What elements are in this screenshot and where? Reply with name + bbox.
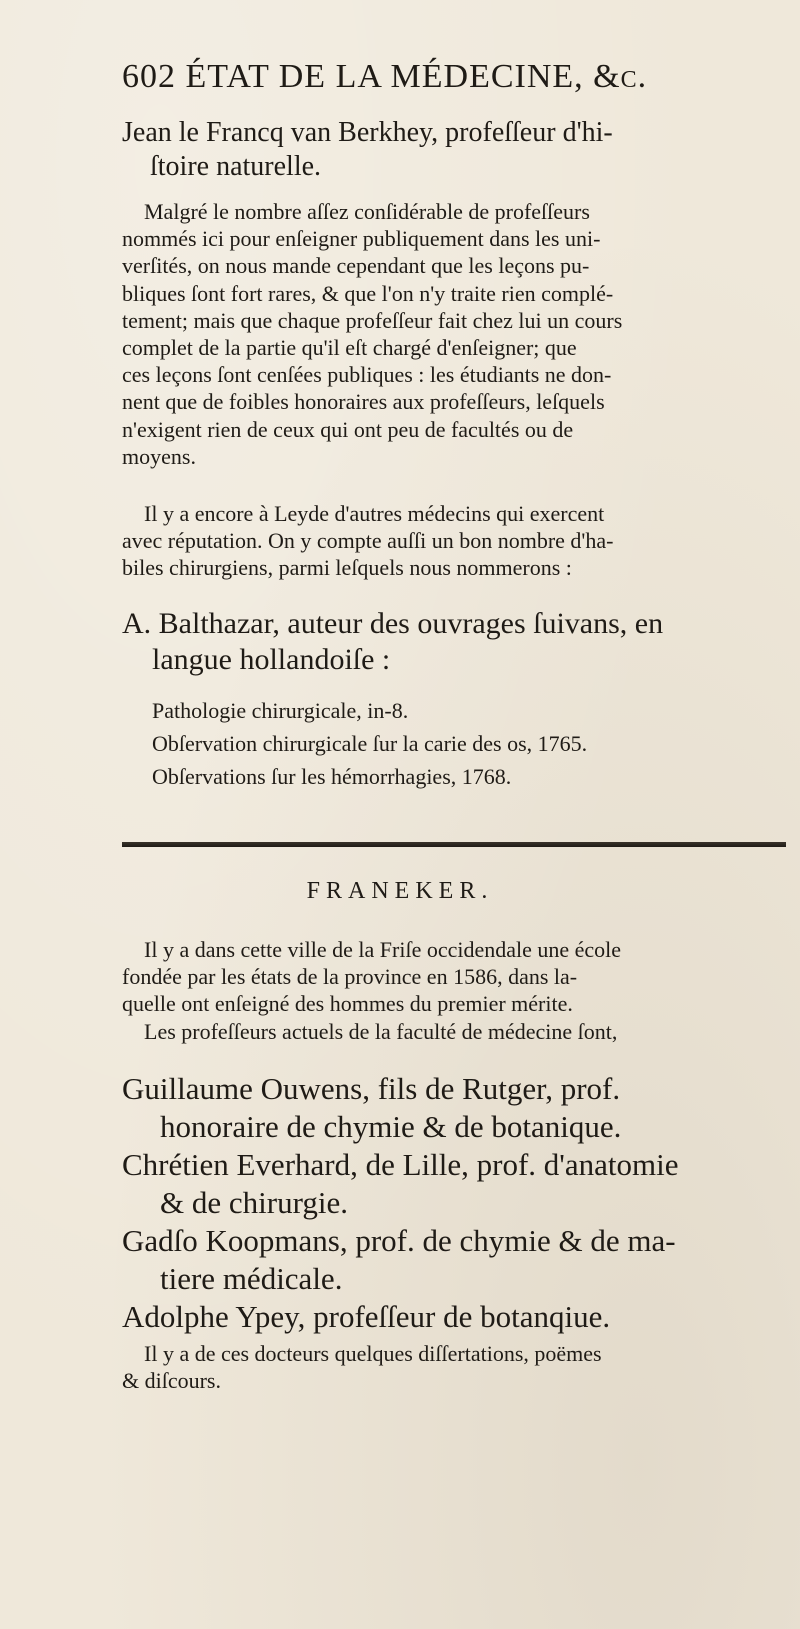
professors-list <box>122 1070 790 1336</box>
professor-line: Chrétien Everhard, de Lille, prof. d'anatomie <box>122 1147 679 1182</box>
paragraph-line: moyens. <box>122 443 196 469</box>
paragraph-line: quelle ont enſeigné des hommes du premier mérite. <box>122 991 573 1017</box>
paragraph-line: ces leçons ſont cenſées publiques : les étudiants ne don- <box>122 362 612 388</box>
work-item: Obſervation chirurgicale ſur la carie des os, 1765. <box>152 731 588 756</box>
paragraph-teaching <box>122 198 790 470</box>
paragraph-line: fondée par les états de la province en 1586, dans la- <box>122 964 578 990</box>
paragraph-dissertations <box>122 1340 790 1394</box>
professor-line: tiere médicale. <box>160 1261 343 1296</box>
paragraph-leyde <box>122 500 790 582</box>
professor-line: honoraire de chymie & de botanique. <box>160 1109 622 1144</box>
balthazar-line-2: langue hollandoiſe : <box>152 643 391 676</box>
section-title: FRANEKER. <box>306 878 494 904</box>
paragraph-line: nent que de foibles honoraires aux profeſſeurs, leſquels <box>122 389 605 415</box>
work-item: Obſervations ſur les hémorrhagies, 1768. <box>152 764 512 789</box>
professor-line: Guillaume Ouwens, fils de Rutger, prof. <box>122 1071 621 1106</box>
paragraph-line: Il y a encore à Leyde d'autres médecins qui exercent <box>144 501 605 526</box>
professor-line: & de chirurgie. <box>160 1185 348 1220</box>
balthazar-line-1: A. Balthazar, auteur des ouvrages ſuivans, en <box>122 607 664 640</box>
paragraph-line: verſités, on nous mande cependant que les leçons pu- <box>122 253 590 279</box>
intro-line-1: Jean le Francq van Berkhey, profeſſeur d'hi- <box>122 117 613 148</box>
balthazar-entry <box>122 606 790 678</box>
paragraph-line: Il y a de ces docteurs quelques diſſertations, poëmes <box>144 1341 602 1366</box>
paragraph-line: n'exigent rien de ceux qui ont peu de facultés ou de <box>122 416 574 442</box>
professor-line: Gadſo Koopmans, prof. de chymie & de ma- <box>122 1223 676 1258</box>
paragraph-line: Il y a dans cette ville de la Friſe occidendale une école <box>144 937 622 962</box>
paragraph-line: bliques ſont fort rares, & que l'on n'y traite rien complé- <box>122 280 614 306</box>
paragraph-line: Malgré le nombre aſſez conſidérable de profeſſeurs <box>144 199 590 224</box>
intro-line-2: ſtoire naturelle. <box>150 151 322 182</box>
paragraph-line: complet de la partie qu'il eſt chargé d'enſeigner; que <box>122 335 577 361</box>
paragraph-line: biles chirurgiens, parmi leſquels nous nommerons : <box>122 555 572 581</box>
work-item: Pathologie chirurgicale, in-8. <box>152 698 409 723</box>
paragraph-line: & diſcours. <box>122 1368 221 1394</box>
professor-line: Adolphe Ypey, profeſſeur de botanqiue. <box>122 1299 611 1334</box>
paragraph-franeker <box>122 936 790 1045</box>
paragraph-line: avec réputation. On y compte auſſi un bon nombre d'ha- <box>122 528 614 554</box>
page-number: 602 <box>122 58 176 95</box>
paragraph-line: Les profeſſeurs actuels de la faculté de médecine ſont, <box>144 1018 618 1044</box>
running-head-title: ÉTAT DE LA MÉDECINE, &c. <box>185 58 648 95</box>
paragraph-line: nommés ici pour enſeigner publiquement dans les uni- <box>122 226 601 252</box>
intro-entry <box>122 116 790 184</box>
paragraph-line: tement; mais que chaque profeſſeur fait chez lui un cours <box>122 307 623 333</box>
running-head <box>122 58 790 96</box>
works-list <box>122 694 790 793</box>
section-divider <box>122 842 786 847</box>
